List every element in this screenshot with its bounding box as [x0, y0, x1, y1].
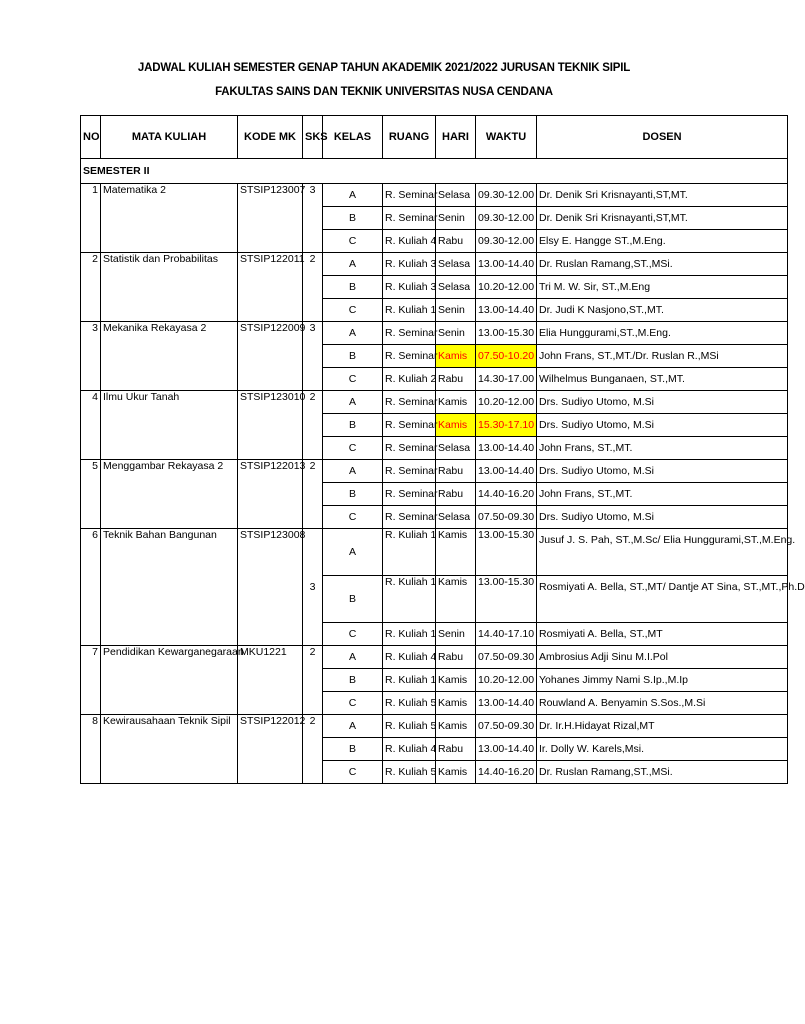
table-row	[81, 184, 788, 207]
class-kelas: A	[323, 184, 383, 207]
class-ruang: R. Kuliah 3	[383, 276, 436, 299]
class-waktu: 07.50-09.30	[476, 646, 537, 669]
course-no: 4	[81, 391, 101, 460]
header-row	[81, 116, 788, 159]
header-waktu: WAKTU	[476, 116, 537, 159]
class-waktu: 07.50-09.30	[476, 506, 537, 529]
course-name: Mekanika Rekayasa 2	[101, 322, 238, 391]
page-title: JADWAL KULIAH SEMESTER GENAP TAHUN AKADEMIK 2021/2022 JURUSAN TEKNIK SIPIL	[137, 62, 631, 74]
class-dosen: John Frans, ST.,MT.	[537, 437, 788, 460]
class-kelas: B	[323, 738, 383, 761]
course-sks: 2	[303, 460, 323, 529]
class-hari: Kamis	[436, 669, 476, 692]
course-sks: 3	[303, 529, 323, 646]
class-waktu: 09.30-12.00	[476, 230, 537, 253]
class-dosen: Drs. Sudiyo Utomo, M.Si	[537, 391, 788, 414]
table-row	[81, 253, 788, 276]
class-dosen: Rosmiyati A. Bella, ST.,MT	[537, 623, 788, 646]
class-dosen: Jusuf J. S. Pah, ST.,M.Sc/ Elia Hunggurami,ST.,M.Eng.	[537, 529, 788, 576]
class-ruang: R. Seminar	[383, 391, 436, 414]
class-ruang: R. Seminar	[383, 322, 436, 345]
class-waktu: 13.00-14.40	[476, 692, 537, 715]
table-row	[81, 715, 788, 738]
class-waktu: 13.00-15.30	[476, 529, 537, 576]
course-no: 1	[81, 184, 101, 253]
class-waktu: 14.30-17.00	[476, 368, 537, 391]
class-hari: Selasa	[436, 506, 476, 529]
class-hari: Kamis	[436, 576, 476, 623]
header-ruang: RUANG	[383, 116, 436, 159]
class-dosen: Rosmiyati A. Bella, ST.,MT/ Dantje AT Sina, ST.,MT.,Ph.D	[537, 576, 788, 623]
course-no: 2	[81, 253, 101, 322]
class-waktu: 13.00-14.40	[476, 299, 537, 322]
class-dosen: Elsy E. Hangge ST.,M.Eng.	[537, 230, 788, 253]
class-hari: Rabu	[436, 483, 476, 506]
class-kelas: A	[323, 715, 383, 738]
class-kelas: B	[323, 483, 383, 506]
class-waktu: 13.00-14.40	[476, 253, 537, 276]
class-kelas: B	[323, 345, 383, 368]
class-waktu: 13.00-14.40	[476, 460, 537, 483]
class-waktu: 13.00-15.30	[476, 322, 537, 345]
course-name: Teknik Bahan Bangunan	[101, 529, 238, 646]
class-hari: Rabu	[436, 646, 476, 669]
class-waktu: 14.40-16.20	[476, 483, 537, 506]
class-waktu: 13.00-14.40	[476, 738, 537, 761]
header-hari: HARI	[436, 116, 476, 159]
course-code: STSIP122009	[238, 322, 303, 391]
class-hari: Senin	[436, 207, 476, 230]
class-kelas: B	[323, 669, 383, 692]
course-no: 6	[81, 529, 101, 646]
class-kelas: C	[323, 506, 383, 529]
class-hari: Kamis	[436, 414, 476, 437]
class-waktu: 13.00-14.40	[476, 437, 537, 460]
class-ruang: R. Seminar	[383, 437, 436, 460]
course-sks: 2	[303, 253, 323, 322]
class-ruang: R. Seminar	[383, 184, 436, 207]
class-hari: Selasa	[436, 437, 476, 460]
class-waktu: 15.30-17.10	[476, 414, 537, 437]
class-ruang: R. Kuliah 1	[383, 669, 436, 692]
course-no: 8	[81, 715, 101, 784]
course-name: Pendidikan Kewarganegaraan	[101, 646, 238, 715]
class-kelas: C	[323, 368, 383, 391]
class-hari: Selasa	[436, 184, 476, 207]
class-dosen: Dr. Denik Sri Krisnayanti,ST,MT.	[537, 207, 788, 230]
class-hari: Kamis	[436, 391, 476, 414]
class-waktu: 09.30-12.00	[476, 184, 537, 207]
class-waktu: 09.30-12.00	[476, 207, 537, 230]
class-kelas: C	[323, 692, 383, 715]
course-code: STSIP122012	[238, 715, 303, 784]
course-code: STSIP122011	[238, 253, 303, 322]
class-dosen: Drs. Sudiyo Utomo, M.Si	[537, 460, 788, 483]
course-no: 3	[81, 322, 101, 391]
class-kelas: A	[323, 391, 383, 414]
class-dosen: Yohanes Jimmy Nami S.Ip.,M.Ip	[537, 669, 788, 692]
class-dosen: Ir. Dolly W. Karels,Msi.	[537, 738, 788, 761]
table-row	[81, 529, 788, 576]
class-kelas: C	[323, 623, 383, 646]
class-dosen: Dr. Ir.H.Hidayat Rizal,MT	[537, 715, 788, 738]
class-hari: Kamis	[436, 345, 476, 368]
class-dosen: Dr. Judi K Nasjono,ST.,MT.	[537, 299, 788, 322]
class-waktu: 13.00-15.30	[476, 576, 537, 623]
class-waktu: 14.40-16.20	[476, 761, 537, 784]
semester-label: SEMESTER II	[81, 159, 788, 184]
class-hari: Rabu	[436, 230, 476, 253]
header-kelas: KELAS	[323, 116, 383, 159]
class-kelas: B	[323, 276, 383, 299]
course-code: STSIP123008	[238, 529, 303, 646]
class-kelas: C	[323, 437, 383, 460]
course-code: STSIP123010	[238, 391, 303, 460]
class-kelas: B	[323, 414, 383, 437]
class-dosen: Elia Hunggurami,ST.,M.Eng.	[537, 322, 788, 345]
class-kelas: A	[323, 529, 383, 576]
header-no: NO	[81, 116, 101, 159]
course-sks: 2	[303, 646, 323, 715]
class-waktu: 10.20-12.00	[476, 669, 537, 692]
class-hari: Selasa	[436, 276, 476, 299]
class-ruang: R. Kuliah 5	[383, 761, 436, 784]
class-hari: Rabu	[436, 738, 476, 761]
class-ruang: R. Kuliah 4	[383, 646, 436, 669]
course-sks: 2	[303, 715, 323, 784]
header-kode-mk: KODE MK	[238, 116, 303, 159]
class-dosen: John Frans, ST.,MT./Dr. Ruslan R.,MSi	[537, 345, 788, 368]
class-waktu: 14.40-17.10	[476, 623, 537, 646]
class-kelas: A	[323, 460, 383, 483]
course-name: Kewirausahaan Teknik Sipil	[101, 715, 238, 784]
course-code: STSIP122013	[238, 460, 303, 529]
class-dosen: John Frans, ST.,MT.	[537, 483, 788, 506]
class-kelas: C	[323, 761, 383, 784]
semester-row	[81, 159, 788, 184]
class-ruang: R. Kuliah 1	[383, 623, 436, 646]
header-dosen: DOSEN	[537, 116, 788, 159]
class-kelas: A	[323, 322, 383, 345]
class-waktu: 07.50-09.30	[476, 715, 537, 738]
class-ruang: R. Seminar	[383, 207, 436, 230]
class-ruang: R. Kuliah 1	[383, 529, 436, 576]
class-dosen: Dr. Ruslan Ramang,ST.,MSi.	[537, 253, 788, 276]
class-ruang: R. Kuliah 1	[383, 576, 436, 623]
class-kelas: B	[323, 576, 383, 623]
header-sks: SKS	[303, 116, 323, 159]
class-hari: Kamis	[436, 761, 476, 784]
class-ruang: R. Seminar	[383, 483, 436, 506]
table-row	[81, 460, 788, 483]
class-ruang: R. Seminar	[383, 414, 436, 437]
course-name: Menggambar Rekayasa 2	[101, 460, 238, 529]
class-hari: Senin	[436, 623, 476, 646]
course-sks: 3	[303, 184, 323, 253]
class-ruang: R. Kuliah 5	[383, 715, 436, 738]
class-hari: Senin	[436, 322, 476, 345]
class-dosen: Dr. Denik Sri Krisnayanti,ST,MT.	[537, 184, 788, 207]
table-row	[81, 391, 788, 414]
class-waktu: 10.20-12.00	[476, 276, 537, 299]
class-ruang: R. Seminar	[383, 506, 436, 529]
class-hari: Senin	[436, 299, 476, 322]
class-dosen: Drs. Sudiyo Utomo, M.Si	[537, 414, 788, 437]
class-dosen: Wilhelmus Bunganaen, ST.,MT.	[537, 368, 788, 391]
class-ruang: R. Kuliah 1	[383, 299, 436, 322]
class-ruang: R. Seminar	[383, 345, 436, 368]
class-kelas: C	[323, 299, 383, 322]
class-ruang: R. Kuliah 3	[383, 253, 436, 276]
class-hari: Selasa	[436, 253, 476, 276]
class-waktu: 10.20-12.00	[476, 391, 537, 414]
course-no: 5	[81, 460, 101, 529]
class-hari: Kamis	[436, 692, 476, 715]
class-kelas: A	[323, 646, 383, 669]
course-sks: 2	[303, 391, 323, 460]
class-waktu: 07.50-10.20	[476, 345, 537, 368]
class-kelas: B	[323, 207, 383, 230]
class-dosen: Tri M. W. Sir, ST.,M.Eng	[537, 276, 788, 299]
table-row	[81, 646, 788, 669]
course-code: STSIP123007	[238, 184, 303, 253]
class-hari: Rabu	[436, 368, 476, 391]
class-ruang: R. Kuliah 4	[383, 738, 436, 761]
class-kelas: C	[323, 230, 383, 253]
course-name: Matematika 2	[101, 184, 238, 253]
header-mata-kuliah: MATA KULIAH	[101, 116, 238, 159]
class-hari: Rabu	[436, 460, 476, 483]
course-code: MKU1221	[238, 646, 303, 715]
class-ruang: R. Seminar	[383, 460, 436, 483]
course-no: 7	[81, 646, 101, 715]
class-dosen: Drs. Sudiyo Utomo, M.Si	[537, 506, 788, 529]
schedule-table	[80, 115, 805, 784]
course-name: Ilmu Ukur Tanah	[101, 391, 238, 460]
course-sks: 3	[303, 322, 323, 391]
class-kelas: A	[323, 253, 383, 276]
course-name: Statistik dan Probabilitas	[101, 253, 238, 322]
class-dosen: Rouwland A. Benyamin S.Sos.,M.Si	[537, 692, 788, 715]
class-ruang: R. Kuliah 4	[383, 230, 436, 253]
class-ruang: R. Kuliah 2	[383, 368, 436, 391]
table-row	[81, 322, 788, 345]
class-dosen: Dr. Ruslan Ramang,ST.,MSi.	[537, 761, 788, 784]
page-subtitle: FAKULTAS SAINS DAN TEKNIK UNIVERSITAS NUSA CENDANA	[215, 86, 553, 98]
class-dosen: Ambrosius Adji Sinu M.I.Pol	[537, 646, 788, 669]
class-hari: Kamis	[436, 715, 476, 738]
class-hari: Kamis	[436, 529, 476, 576]
class-ruang: R. Kuliah 5	[383, 692, 436, 715]
